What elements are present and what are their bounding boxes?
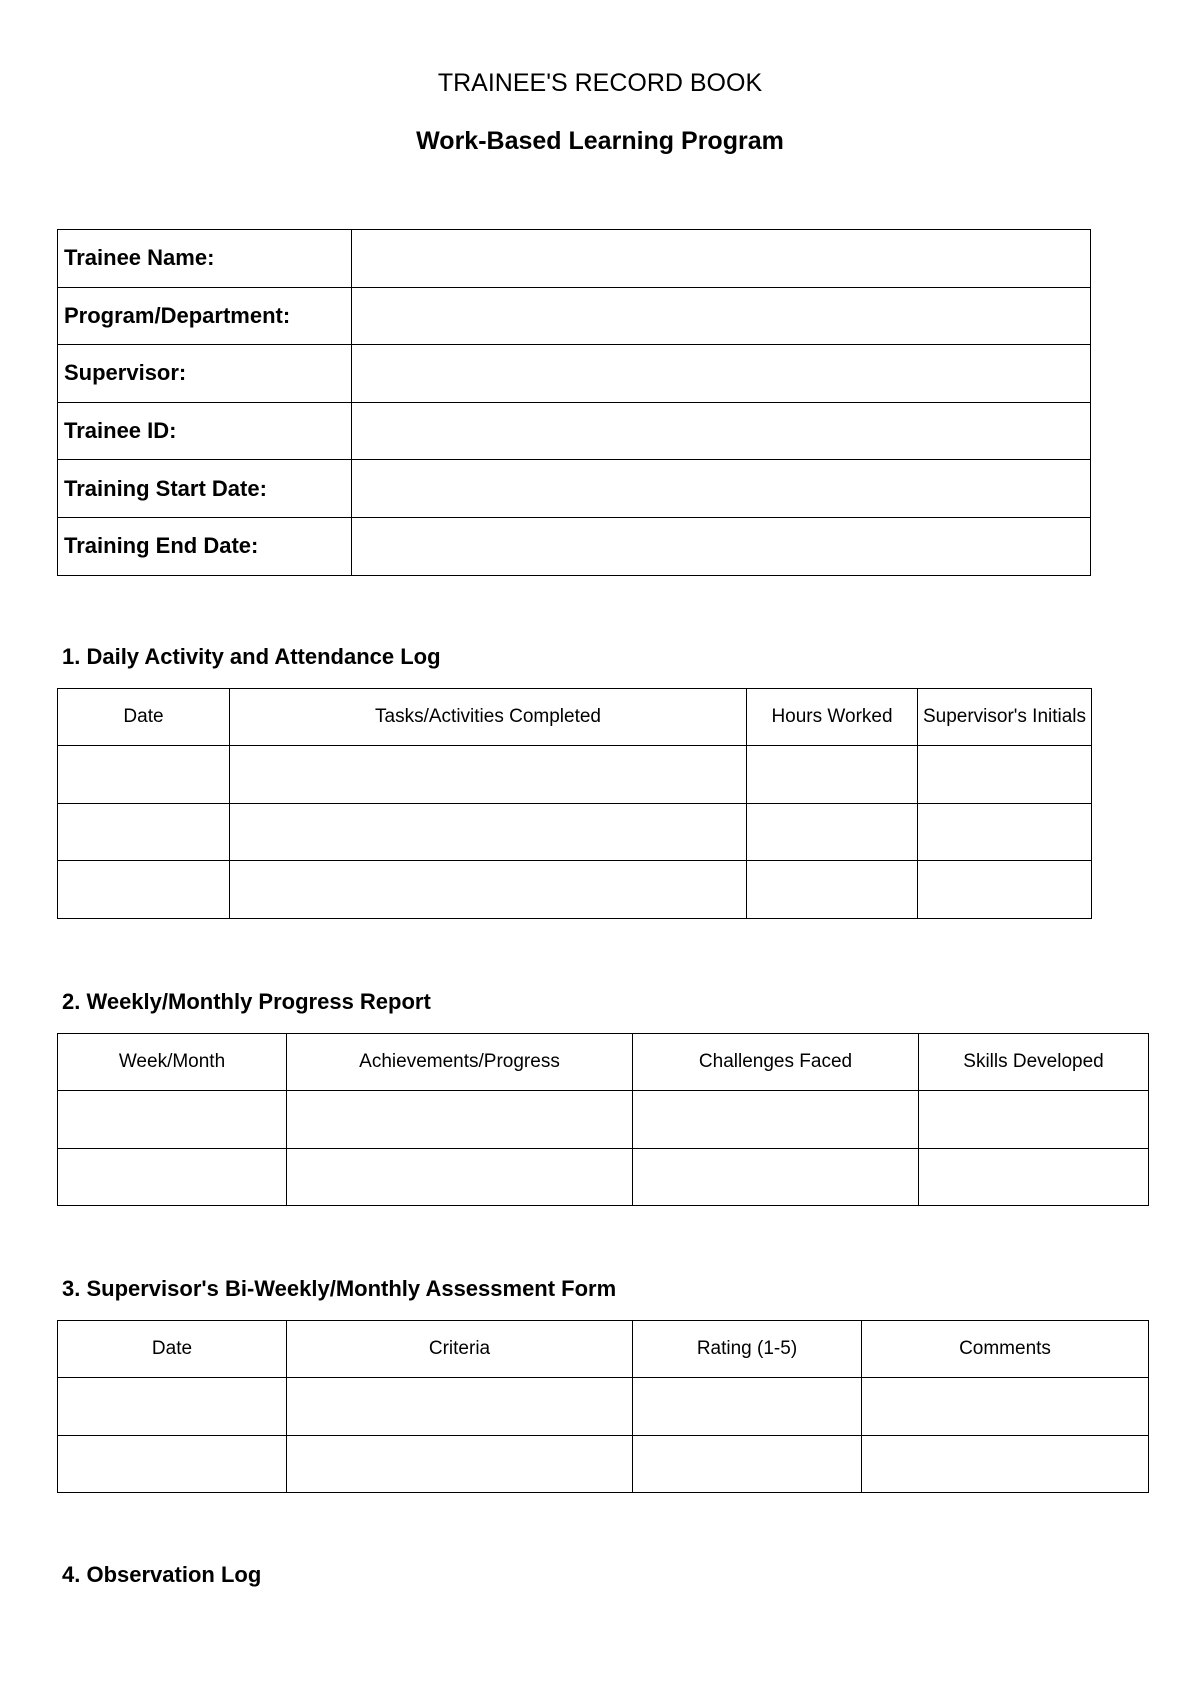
trainee-id-row <box>58 402 1091 460</box>
column-header: Rating (1-5) <box>633 1321 862 1378</box>
table-header-row <box>58 1321 1149 1378</box>
table-cell[interactable] <box>58 803 230 860</box>
table-row <box>58 746 1092 803</box>
table-cell[interactable] <box>747 746 918 803</box>
assessment-form-table <box>57 1320 1149 1493</box>
table-row <box>58 803 1092 860</box>
table-cell[interactable] <box>918 803 1092 860</box>
table-cell[interactable] <box>633 1378 862 1435</box>
supervisor-field[interactable] <box>352 345 1091 403</box>
table-row <box>58 861 1092 918</box>
column-header: Hours Worked <box>747 689 918 746</box>
table-row <box>58 1378 1149 1435</box>
column-header: Achievements/Progress <box>287 1034 633 1091</box>
column-header: Comments <box>862 1321 1149 1378</box>
table-row <box>58 1148 1149 1205</box>
progress-report-table <box>57 1033 1149 1206</box>
trainee-name-field[interactable] <box>352 230 1091 288</box>
table-cell[interactable] <box>287 1378 633 1435</box>
trainee-name-label: Trainee Name: <box>58 230 352 288</box>
program-department-field[interactable] <box>352 287 1091 345</box>
table-cell[interactable] <box>58 746 230 803</box>
table-cell[interactable] <box>862 1378 1149 1435</box>
assessment-form-heading: 3. Supervisor's Bi-Weekly/Monthly Assessment Form <box>62 1276 617 1301</box>
trainee-info-table <box>57 229 1091 576</box>
table-cell[interactable] <box>633 1091 919 1148</box>
table-cell[interactable] <box>919 1148 1149 1205</box>
column-header: Week/Month <box>58 1034 287 1091</box>
trainee-id-field[interactable] <box>352 402 1091 460</box>
supervisor-label: Supervisor: <box>58 345 352 403</box>
table-cell[interactable] <box>287 1435 633 1492</box>
observation-log-heading: 4. Observation Log <box>62 1562 262 1587</box>
table-row <box>58 1091 1149 1148</box>
table-cell[interactable] <box>918 861 1092 918</box>
training-start-date-row <box>58 460 1091 518</box>
table-cell[interactable] <box>633 1148 919 1205</box>
table-cell[interactable] <box>58 1435 287 1492</box>
table-cell[interactable] <box>58 1378 287 1435</box>
table-row <box>58 1435 1149 1492</box>
table-cell[interactable] <box>747 861 918 918</box>
column-header: Date <box>58 689 230 746</box>
column-header: Date <box>58 1321 287 1378</box>
trainee-name-row <box>58 230 1091 288</box>
activity-log-table <box>57 688 1092 919</box>
table-header-row <box>58 1034 1149 1091</box>
training-start-date-field[interactable] <box>352 460 1091 518</box>
column-header: Tasks/Activities Completed <box>230 689 747 746</box>
table-cell[interactable] <box>862 1435 1149 1492</box>
table-cell[interactable] <box>58 861 230 918</box>
table-cell[interactable] <box>287 1091 633 1148</box>
table-cell[interactable] <box>287 1148 633 1205</box>
table-cell[interactable] <box>918 746 1092 803</box>
training-end-date-label: Training End Date: <box>58 517 352 575</box>
column-header: Challenges Faced <box>633 1034 919 1091</box>
column-header: Skills Developed <box>919 1034 1149 1091</box>
activity-log-heading: 1. Daily Activity and Attendance Log <box>62 644 441 669</box>
table-cell[interactable] <box>58 1091 287 1148</box>
trainee-id-label: Trainee ID: <box>58 402 352 460</box>
table-cell[interactable] <box>230 746 747 803</box>
table-cell[interactable] <box>747 803 918 860</box>
column-header: Supervisor's Initials <box>918 689 1092 746</box>
progress-report-heading: 2. Weekly/Monthly Progress Report <box>62 989 431 1014</box>
table-header-row <box>58 689 1092 746</box>
table-cell[interactable] <box>230 803 747 860</box>
table-cell[interactable] <box>919 1091 1149 1148</box>
training-end-date-row <box>58 517 1091 575</box>
table-cell[interactable] <box>633 1435 862 1492</box>
page-title: TRAINEE'S RECORD BOOK <box>437 69 763 97</box>
program-department-row <box>58 287 1091 345</box>
column-header: Criteria <box>287 1321 633 1378</box>
table-cell[interactable] <box>58 1148 287 1205</box>
supervisor-row <box>58 345 1091 403</box>
program-department-label: Program/Department: <box>58 287 352 345</box>
training-start-date-label: Training Start Date: <box>58 460 352 518</box>
table-cell[interactable] <box>230 861 747 918</box>
training-end-date-field[interactable] <box>352 517 1091 575</box>
page-subtitle: Work-Based Learning Program <box>416 127 784 155</box>
